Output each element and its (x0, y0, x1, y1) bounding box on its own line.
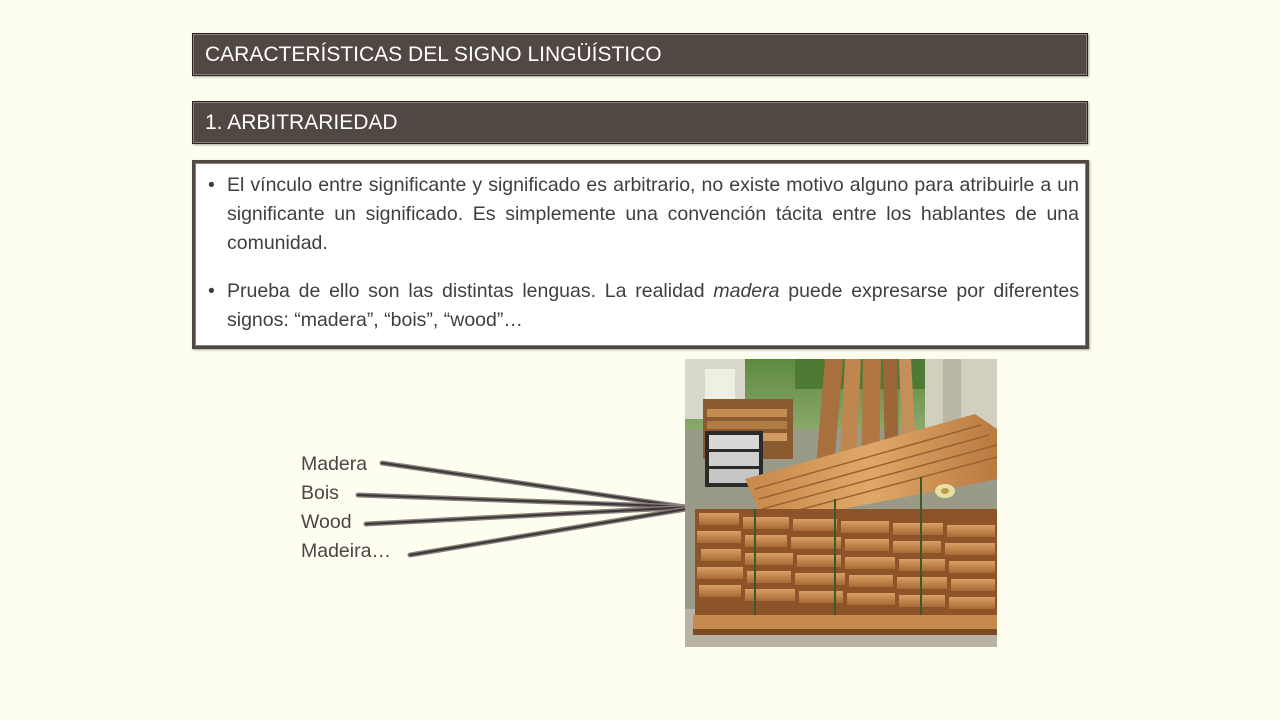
word-wood: Wood (301, 511, 352, 533)
slide-title-text: CARACTERÍSTICAS DEL SIGNO LINGÜÍSTICO (205, 42, 662, 66)
bullet-text-start: Prueba de ello son las distintas lenguas. La realidad (227, 280, 714, 302)
lumber-photo (685, 359, 997, 647)
bullet-text: El vínculo entre significante y significado es arbitrario, no existe motivo alguno para atribuirle a un significante un significado. Es simplemente una convención tácita entre los hablantes de una comunidad. (227, 174, 1079, 254)
bullet-dot: • (208, 174, 215, 196)
bullet-text-emphasis: madera (713, 280, 780, 302)
bullet-dot: • (208, 280, 215, 302)
word-bois: Bois (301, 482, 339, 504)
word-madeira: Madeira… (301, 540, 391, 562)
word-madera: Madera (301, 453, 368, 475)
bullet-text-end: puede expresarse por diferentes signos: “madera”, “bois”, “wood”… (227, 280, 1079, 331)
section-heading-text: 1. ARBITRARIEDAD (205, 110, 398, 134)
